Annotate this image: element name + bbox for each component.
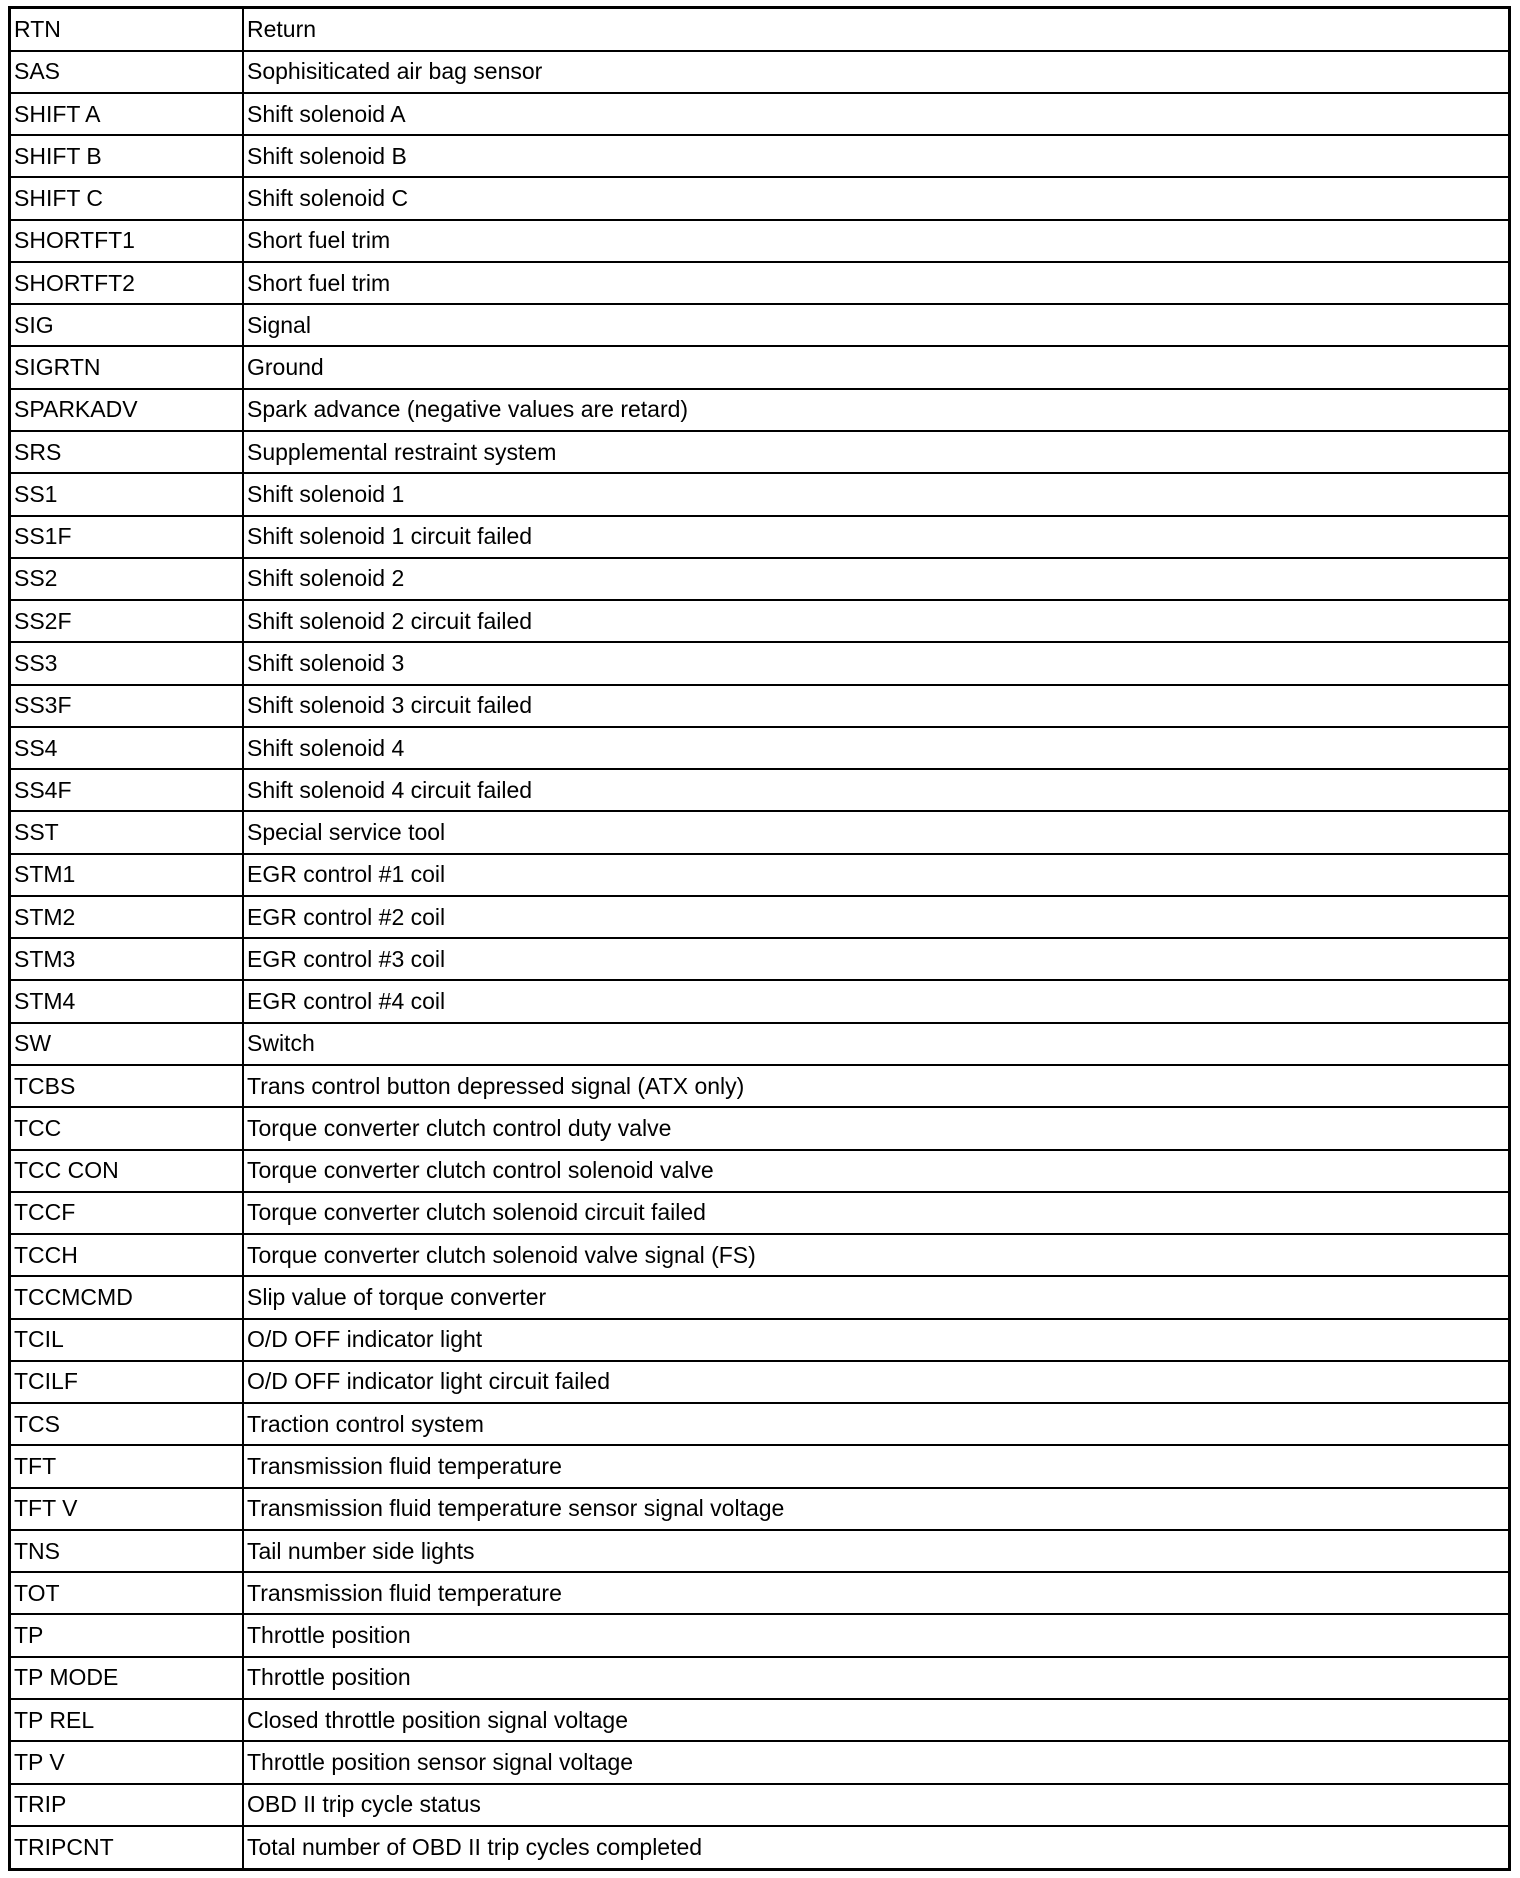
table-row: [10, 938, 1510, 980]
table-row: [10, 220, 1510, 262]
abbreviation-cell: SAS: [10, 51, 244, 93]
table-row: [10, 811, 1510, 853]
abbreviation-cell: TCIL: [10, 1319, 244, 1361]
table-row: [10, 1065, 1510, 1107]
document-page: [8, 6, 1511, 1871]
table-row: [10, 642, 1510, 684]
table-row: [10, 1826, 1510, 1870]
table-row: [10, 389, 1510, 431]
abbreviation-cell: SHIFT C: [10, 177, 244, 219]
description-cell: EGR control #4 coil: [243, 980, 1510, 1022]
abbreviation-cell: SHIFT B: [10, 135, 244, 177]
abbreviation-cell: SRS: [10, 431, 244, 473]
description-cell: Closed throttle position signal voltage: [243, 1699, 1510, 1741]
abbreviation-cell: TRIPCNT: [10, 1826, 244, 1870]
abbreviation-cell: TOT: [10, 1572, 244, 1614]
abbreviation-cell: STM4: [10, 980, 244, 1022]
abbreviation-cell: TFT V: [10, 1488, 244, 1530]
table-row: [10, 1572, 1510, 1614]
description-cell: Shift solenoid 4 circuit failed: [243, 769, 1510, 811]
table-row: [10, 1699, 1510, 1741]
table-row: [10, 1361, 1510, 1403]
description-cell: Traction control system: [243, 1403, 1510, 1445]
abbreviation-cell: SPARKADV: [10, 389, 244, 431]
table-row: [10, 135, 1510, 177]
description-cell: Transmission fluid temperature sensor signal voltage: [243, 1488, 1510, 1530]
description-cell: Special service tool: [243, 811, 1510, 853]
abbreviation-cell: STM3: [10, 938, 244, 980]
abbreviation-cell: SS4: [10, 727, 244, 769]
abbreviation-table: [8, 6, 1511, 1871]
table-row: [10, 1192, 1510, 1234]
description-cell: Ground: [243, 346, 1510, 388]
abbreviation-cell: STM2: [10, 896, 244, 938]
table-row: [10, 1741, 1510, 1783]
description-cell: Short fuel trim: [243, 262, 1510, 304]
table-row: [10, 600, 1510, 642]
abbreviation-cell: TFT: [10, 1445, 244, 1487]
abbreviation-cell: TCBS: [10, 1065, 244, 1107]
abbreviation-cell: STM1: [10, 854, 244, 896]
table-row: [10, 685, 1510, 727]
abbreviation-cell: TP REL: [10, 1699, 244, 1741]
abbreviation-cell: SS3F: [10, 685, 244, 727]
description-cell: Shift solenoid B: [243, 135, 1510, 177]
description-cell: Shift solenoid A: [243, 93, 1510, 135]
description-cell: Supplemental restraint system: [243, 431, 1510, 473]
abbreviation-cell: TP: [10, 1614, 244, 1656]
table-row: [10, 304, 1510, 346]
description-cell: Shift solenoid 2 circuit failed: [243, 600, 1510, 642]
abbreviation-cell: TCCMCMD: [10, 1276, 244, 1318]
description-cell: Tail number side lights: [243, 1530, 1510, 1572]
table-row: [10, 346, 1510, 388]
table-row: [10, 558, 1510, 600]
abbreviation-cell: SS2: [10, 558, 244, 600]
description-cell: Sophisiticated air bag sensor: [243, 51, 1510, 93]
table-row: [10, 262, 1510, 304]
table-row: [10, 980, 1510, 1022]
table-row: [10, 1784, 1510, 1826]
table-row: [10, 1445, 1510, 1487]
abbreviation-cell: SIGRTN: [10, 346, 244, 388]
abbreviation-cell: SHORTFT2: [10, 262, 244, 304]
table-row: [10, 896, 1510, 938]
abbreviation-cell: RTN: [10, 8, 244, 51]
table-row: [10, 1319, 1510, 1361]
abbreviation-cell: SS3: [10, 642, 244, 684]
table-row: [10, 854, 1510, 896]
table-row: [10, 1530, 1510, 1572]
abbreviation-cell: SST: [10, 811, 244, 853]
description-cell: Transmission fluid temperature: [243, 1572, 1510, 1614]
table-row: [10, 1488, 1510, 1530]
abbreviation-cell: SS4F: [10, 769, 244, 811]
description-cell: O/D OFF indicator light: [243, 1319, 1510, 1361]
table-row: [10, 51, 1510, 93]
description-cell: O/D OFF indicator light circuit failed: [243, 1361, 1510, 1403]
abbreviation-cell: TCS: [10, 1403, 244, 1445]
abbreviation-cell: TCC: [10, 1107, 244, 1149]
description-cell: Signal: [243, 304, 1510, 346]
description-cell: Throttle position sensor signal voltage: [243, 1741, 1510, 1783]
table-row: [10, 1023, 1510, 1065]
description-cell: Shift solenoid C: [243, 177, 1510, 219]
description-cell: Shift solenoid 1: [243, 473, 1510, 515]
description-cell: Shift solenoid 2: [243, 558, 1510, 600]
description-cell: Shift solenoid 1 circuit failed: [243, 516, 1510, 558]
abbreviation-cell: TRIP: [10, 1784, 244, 1826]
abbreviation-cell: SHORTFT1: [10, 220, 244, 262]
abbreviation-cell: SS2F: [10, 600, 244, 642]
description-cell: OBD II trip cycle status: [243, 1784, 1510, 1826]
table-row: [10, 1614, 1510, 1656]
table-row: [10, 8, 1510, 51]
description-cell: Total number of OBD II trip cycles completed: [243, 1826, 1510, 1870]
description-cell: EGR control #2 coil: [243, 896, 1510, 938]
description-cell: Switch: [243, 1023, 1510, 1065]
abbreviation-cell: SS1: [10, 473, 244, 515]
table-row: [10, 1403, 1510, 1445]
table-row: [10, 431, 1510, 473]
table-row: [10, 177, 1510, 219]
description-cell: Shift solenoid 3: [243, 642, 1510, 684]
description-cell: Torque converter clutch solenoid valve signal (FS): [243, 1234, 1510, 1276]
table-row: [10, 516, 1510, 558]
description-cell: EGR control #1 coil: [243, 854, 1510, 896]
description-cell: Spark advance (negative values are retard): [243, 389, 1510, 431]
description-cell: Slip value of torque converter: [243, 1276, 1510, 1318]
table-row: [10, 1107, 1510, 1149]
description-cell: Torque converter clutch solenoid circuit failed: [243, 1192, 1510, 1234]
description-cell: Torque converter clutch control solenoid valve: [243, 1150, 1510, 1192]
description-cell: Shift solenoid 3 circuit failed: [243, 685, 1510, 727]
description-cell: Transmission fluid temperature: [243, 1445, 1510, 1487]
description-cell: Throttle position: [243, 1614, 1510, 1656]
abbreviation-cell: SW: [10, 1023, 244, 1065]
table-row: [10, 727, 1510, 769]
table-row: [10, 769, 1510, 811]
abbreviation-cell: TNS: [10, 1530, 244, 1572]
abbreviation-cell: TCCH: [10, 1234, 244, 1276]
table-row: [10, 1657, 1510, 1699]
abbreviation-cell: TCILF: [10, 1361, 244, 1403]
description-cell: Torque converter clutch control duty valve: [243, 1107, 1510, 1149]
description-cell: Short fuel trim: [243, 220, 1510, 262]
description-cell: Return: [243, 8, 1510, 51]
table-row: [10, 1234, 1510, 1276]
description-cell: Throttle position: [243, 1657, 1510, 1699]
table-row: [10, 473, 1510, 515]
description-cell: Shift solenoid 4: [243, 727, 1510, 769]
abbreviation-cell: SHIFT A: [10, 93, 244, 135]
abbreviation-table-body: [10, 8, 1510, 1870]
table-row: [10, 1150, 1510, 1192]
abbreviation-cell: TCCF: [10, 1192, 244, 1234]
abbreviation-cell: TCC CON: [10, 1150, 244, 1192]
description-cell: Trans control button depressed signal (ATX only): [243, 1065, 1510, 1107]
table-row: [10, 1276, 1510, 1318]
abbreviation-cell: SIG: [10, 304, 244, 346]
table-row: [10, 93, 1510, 135]
abbreviation-cell: TP V: [10, 1741, 244, 1783]
description-cell: EGR control #3 coil: [243, 938, 1510, 980]
abbreviation-cell: SS1F: [10, 516, 244, 558]
abbreviation-cell: TP MODE: [10, 1657, 244, 1699]
